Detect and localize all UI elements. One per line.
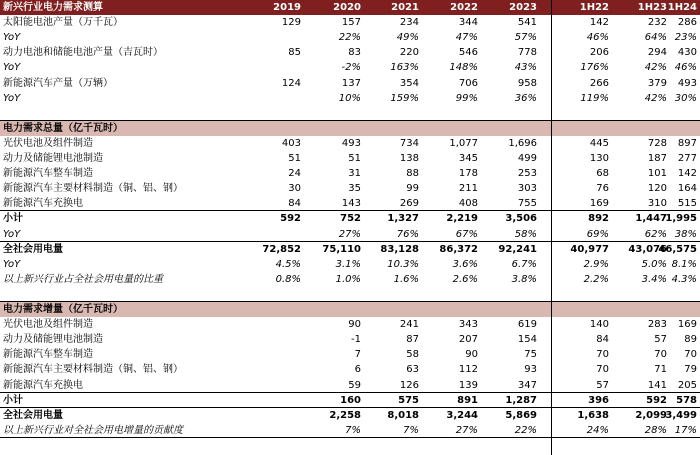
table-cell: 84: [288, 198, 301, 210]
table-cell: 40,977: [570, 243, 609, 255]
table-cell: 755: [517, 198, 537, 210]
table-cell: 734: [399, 137, 419, 149]
table-cell: 43%: [514, 62, 537, 74]
table-title: 新兴行业电力需求测算: [3, 2, 103, 13]
period-divider: [551, 0, 552, 455]
table-cell: 154: [517, 334, 537, 346]
table-cell: 266: [589, 77, 609, 89]
table-cell: 89: [684, 334, 697, 346]
table-cell: 1,447: [635, 213, 667, 225]
table-cell: 24%: [586, 424, 609, 436]
table-cell: 3,506: [505, 213, 537, 225]
table-cell: 23%: [674, 32, 697, 44]
table-cell: -1: [351, 334, 361, 346]
row-label: 新能源汽车整车制造: [3, 168, 93, 180]
table-cell: 71: [654, 364, 667, 376]
table-cell: 706: [458, 77, 478, 89]
table-cell: 283: [647, 319, 667, 331]
table-cell: 176%: [580, 62, 609, 74]
table-cell: 124: [281, 77, 301, 89]
table-cell: 3.8%: [511, 273, 537, 285]
column-header: 2022: [450, 2, 478, 13]
table-cell: 157: [341, 17, 361, 29]
total-rule: [0, 241, 700, 242]
table-cell: 205: [677, 379, 697, 391]
table-cell: 379: [647, 77, 667, 89]
table-cell: 164: [677, 183, 697, 195]
table-cell: 17%: [674, 424, 697, 436]
table-cell: 2,099: [635, 409, 667, 421]
table-cell: 592: [280, 213, 301, 225]
table-cell: 211: [458, 183, 478, 195]
table-cell: 59: [348, 379, 361, 391]
table-cell: 578: [676, 394, 697, 406]
table-cell: 286: [677, 17, 697, 29]
table-cell: 396: [588, 394, 609, 406]
row-label: 全社会用电量: [3, 409, 63, 421]
table-cell: 31: [348, 168, 361, 180]
table-cell: 126: [399, 379, 419, 391]
table-cell: 3.4%: [641, 273, 667, 285]
table-cell: 1,287: [505, 394, 537, 406]
table-cell: 69%: [586, 228, 609, 240]
row-label: 新能源汽车主要材料制造（铜、铝、钢）: [3, 364, 183, 376]
table-cell: 6: [354, 364, 361, 376]
table-cell: 27%: [455, 424, 478, 436]
total-rule: [0, 210, 700, 211]
table-cell: 76: [596, 183, 609, 195]
table-cell: 8,018: [387, 409, 419, 421]
table-cell: 68: [596, 168, 609, 180]
row-label: 新能源汽车充换电: [3, 379, 83, 391]
table-cell: 83,128: [380, 243, 419, 255]
table-cell: 897: [677, 137, 697, 149]
table-cell: 93: [524, 364, 537, 376]
table-cell: 1,077: [449, 137, 478, 149]
table-cell: 99%: [455, 92, 478, 104]
section-rule: [0, 120, 700, 121]
table-cell: 7%: [403, 424, 419, 436]
table-cell: 75: [524, 349, 537, 361]
row-label: 太阳能电池产量（万千瓦）: [3, 17, 123, 29]
table-cell: 234: [399, 17, 419, 29]
table-cell: 88: [406, 168, 419, 180]
column-header: 2020: [333, 2, 361, 13]
table-cell: 277: [677, 153, 697, 164]
table-cell: 57: [596, 379, 609, 391]
table-cell: 619: [517, 319, 537, 331]
column-header: 2021: [391, 2, 419, 13]
table-cell: 43,076: [628, 243, 667, 255]
table-cell: 169: [589, 198, 609, 210]
row-label: 光伏电池及组件制造: [3, 319, 93, 331]
table-cell: 1.6%: [393, 273, 419, 285]
row-label: 全社会用电量: [3, 243, 63, 255]
table-cell: 140: [589, 319, 609, 331]
table-cell: 99: [406, 183, 419, 195]
table-cell: 92,241: [498, 243, 537, 255]
table-cell: 303: [517, 183, 537, 195]
table-cell: 138: [399, 153, 419, 164]
table-cell: 76%: [396, 228, 419, 240]
table-cell: 70: [684, 349, 697, 361]
row-label: 以上新兴行业占全社会用电量的比重: [3, 273, 163, 285]
table-cell: 8.1%: [671, 258, 697, 270]
row-label: YoY: [3, 62, 21, 74]
table-cell: 5.0%: [641, 258, 667, 270]
table-cell: 541: [517, 17, 537, 29]
table-cell: 120: [647, 183, 667, 195]
table-cell: 46%: [674, 62, 697, 74]
section-title: 电力需求增量（亿千瓦时）: [3, 304, 123, 315]
table-cell: 2,258: [329, 409, 361, 421]
table-cell: 58: [406, 349, 419, 361]
table-cell: 51: [288, 153, 301, 164]
table-cell: 46%: [586, 32, 609, 44]
table-cell: 4.3%: [671, 273, 697, 285]
table-cell: 253: [517, 168, 537, 180]
table-cell: 22%: [338, 32, 361, 44]
table-cell: 28%: [644, 424, 667, 436]
table-cell: 142: [677, 168, 697, 180]
table-cell: 752: [340, 213, 361, 225]
table-cell: 2.2%: [583, 273, 609, 285]
table-cell: 70: [654, 349, 667, 361]
table-cell: 119%: [580, 92, 609, 104]
table-cell: 403: [281, 137, 301, 149]
table-cell: 1,696: [508, 137, 537, 149]
table-cell: 24: [288, 168, 301, 180]
table-cell: 47%: [455, 32, 478, 44]
table-cell: 7%: [345, 424, 361, 436]
table-cell: 3.1%: [335, 258, 361, 270]
table-cell: 515: [677, 198, 697, 210]
row-label: 新能源汽车充换电: [3, 198, 83, 210]
table-cell: 493: [677, 77, 697, 89]
table-cell: 778: [517, 47, 537, 59]
table-cell: 58%: [514, 228, 537, 240]
table-cell: 575: [398, 394, 419, 406]
table-cell: 112: [458, 364, 478, 376]
table-cell: 85: [288, 47, 301, 59]
table-cell: 139: [458, 379, 478, 391]
table-cell: 592: [646, 394, 667, 406]
table-cell: 493: [341, 137, 361, 149]
table-cell: 160: [340, 394, 361, 406]
total-rule: [0, 392, 700, 393]
table-cell: 1.0%: [335, 273, 361, 285]
table-cell: 2.6%: [452, 273, 478, 285]
row-label: 新能源汽车整车制造: [3, 349, 93, 361]
table-cell: 75,110: [322, 243, 361, 255]
table-cell: 49%: [396, 32, 419, 44]
table-cell: 2,219: [446, 213, 478, 225]
table-cell: -2%: [341, 62, 361, 74]
row-label: YoY: [3, 92, 21, 104]
row-label: 小计: [3, 213, 23, 225]
table-cell: 310: [647, 198, 667, 210]
row-label: 新能源汽车产量（万辆）: [3, 77, 113, 89]
table-cell: 345: [458, 153, 478, 164]
table-cell: 354: [399, 77, 419, 89]
table-cell: 51: [348, 153, 361, 164]
row-label: 动力电池和储能电池产量（吉瓦时）: [3, 47, 163, 59]
table-cell: 137: [341, 77, 361, 89]
section-rule: [0, 301, 700, 302]
table-cell: 220: [399, 47, 419, 59]
column-header: 2019: [273, 2, 301, 13]
table-cell: 159%: [390, 92, 419, 104]
table-cell: 294: [647, 47, 667, 59]
table-bottom-rule: [0, 437, 700, 438]
table-cell: 445: [589, 137, 609, 149]
table-cell: 728: [647, 137, 667, 149]
table-cell: 142: [589, 17, 609, 29]
row-label: YoY: [3, 228, 21, 240]
table-cell: 347: [517, 379, 537, 391]
table-cell: 57: [654, 334, 667, 346]
table-cell: 22%: [514, 424, 537, 436]
table-cell: 241: [399, 319, 419, 331]
table-cell: 36%: [514, 92, 537, 104]
table-cell: 206: [589, 47, 609, 59]
row-label: 新能源汽车主要材料制造（铜、铝、钢）: [3, 183, 183, 195]
table-cell: 46,575: [658, 243, 697, 255]
table-cell: 5,869: [505, 409, 537, 421]
table-cell: 3,499: [665, 409, 697, 421]
row-label: 以上新兴行业对全社会用电增量的贡献度: [3, 424, 183, 436]
table-cell: 1,327: [387, 213, 419, 225]
table-cell: 344: [458, 17, 478, 29]
row-label: 小计: [3, 394, 23, 406]
table-cell: 70: [596, 364, 609, 376]
table-cell: 891: [457, 394, 478, 406]
table-cell: 90: [465, 349, 478, 361]
table-cell: 30%: [674, 92, 697, 104]
table-cell: 430: [677, 47, 697, 59]
table-cell: 7: [354, 349, 361, 361]
table-cell: 86,372: [439, 243, 478, 255]
table-cell: 79: [684, 364, 697, 376]
row-label: 动力及储能锂电池制造: [3, 153, 103, 164]
table-cell: 72,852: [262, 243, 301, 255]
row-label: 动力及储能锂电池制造: [3, 334, 103, 346]
table-cell: 892: [588, 213, 609, 225]
table-cell: 0.8%: [275, 273, 301, 285]
table-cell: 83: [348, 47, 361, 59]
table-cell: 10.3%: [387, 258, 419, 270]
table-cell: 42%: [644, 92, 667, 104]
row-label: 光伏电池及组件制造: [3, 137, 93, 149]
table-cell: 187: [647, 153, 667, 164]
table-cell: 57%: [514, 32, 537, 44]
table-cell: 87: [406, 334, 419, 346]
section-title: 电力需求总量（亿千瓦时）: [3, 122, 123, 134]
table-cell: 27%: [338, 228, 361, 240]
table-cell: 38%: [674, 228, 697, 240]
table-cell: 546: [458, 47, 478, 59]
column-header: 2023: [509, 2, 537, 13]
table-cell: 70: [596, 349, 609, 361]
table-cell: 4.5%: [275, 258, 301, 270]
table-cell: 63: [406, 364, 419, 376]
table-cell: 30: [288, 183, 301, 195]
table-cell: 101: [647, 168, 667, 180]
table-cell: 90: [348, 319, 361, 331]
row-label: YoY: [3, 258, 21, 270]
table-cell: 163%: [390, 62, 419, 74]
column-header: 1H23: [637, 2, 667, 13]
table-cell: 64%: [644, 32, 667, 44]
table-cell: 3.6%: [452, 258, 478, 270]
table-cell: 84: [596, 334, 609, 346]
table-cell: 269: [399, 198, 419, 210]
column-header: 1H22: [579, 2, 609, 13]
table-cell: 35: [348, 183, 361, 195]
table-cell: 408: [458, 198, 478, 210]
column-header: 1H24: [667, 2, 697, 13]
table-cell: 499: [517, 153, 537, 164]
table-cell: 141: [647, 379, 667, 391]
table-cell: 6.7%: [511, 258, 537, 270]
table-cell: 343: [458, 319, 478, 331]
table-cell: 130: [589, 153, 609, 164]
table-cell: 143: [341, 198, 361, 210]
table-cell: 42%: [644, 62, 667, 74]
table-cell: 207: [458, 334, 478, 346]
table-cell: 169: [677, 319, 697, 331]
table-cell: 62%: [644, 228, 667, 240]
row-label: YoY: [3, 32, 21, 44]
table-cell: 1,995: [665, 213, 697, 225]
total-rule: [0, 407, 700, 408]
table-cell: 2.9%: [583, 258, 609, 270]
table-cell: 178: [458, 168, 478, 180]
table-cell: 1,638: [577, 409, 609, 421]
table-cell: 232: [647, 17, 667, 29]
table-cell: 958: [517, 77, 537, 89]
table-cell: 10%: [338, 92, 361, 104]
table-cell: 67%: [455, 228, 478, 240]
table-cell: 148%: [449, 62, 478, 74]
table-cell: 3,244: [446, 409, 478, 421]
table-cell: 129: [281, 17, 301, 29]
